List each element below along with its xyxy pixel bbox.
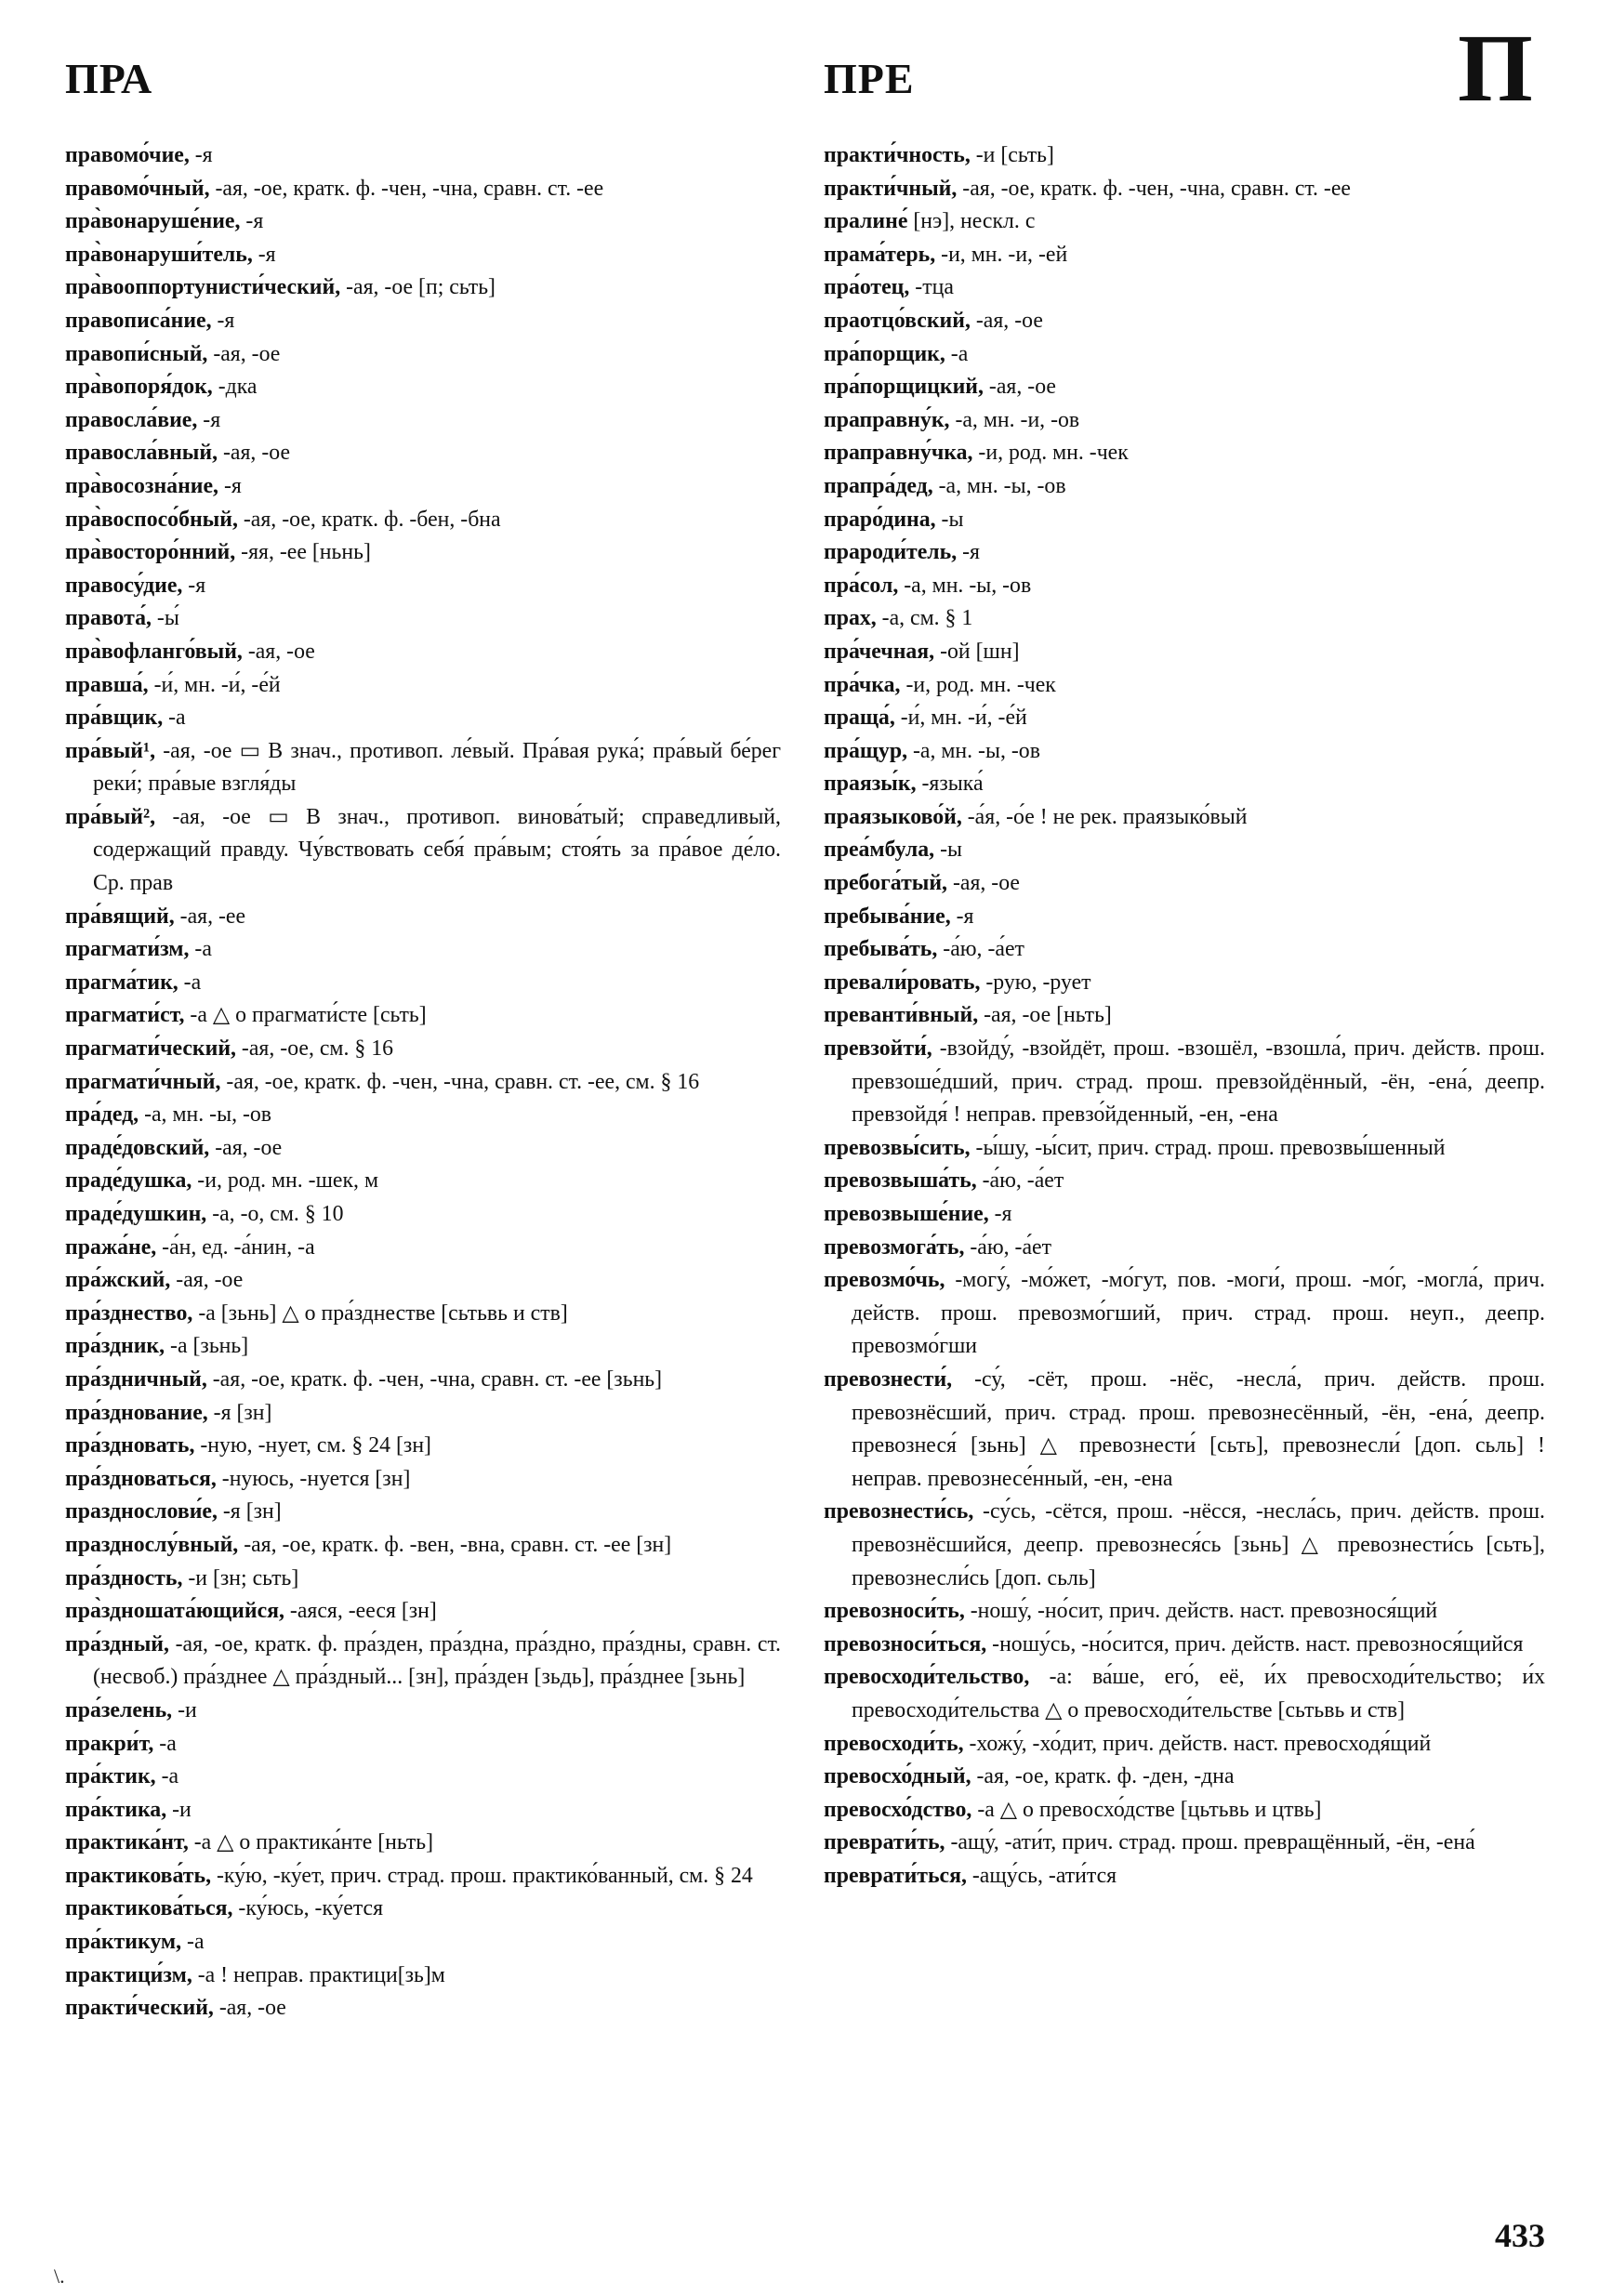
entry-body: -ая, -ое [п; сьть] (340, 275, 496, 300)
entry-body: -и (166, 1797, 192, 1822)
entry-headword: пра́ктикум, (65, 1930, 182, 1955)
entry-body: -ая, -ое (983, 375, 1056, 400)
entry-body: -а (155, 1764, 179, 1789)
dictionary-entry (824, 967, 1545, 1000)
entry-body: -я (252, 242, 276, 267)
right-guide-word: ПРЕ (824, 55, 915, 102)
entry-headword: правосу́дие, (65, 573, 183, 598)
entry-headword: практи́ческий, (65, 1996, 214, 2021)
entry-body: -а ! неправ. практици[зь]м (192, 1962, 445, 1987)
dictionary-entry (824, 338, 1545, 372)
entry-body: -ношу́сь, -но́сится, прич. действ. наст. превознося́щийся (986, 1631, 1524, 1656)
dictionary-entry (65, 338, 781, 372)
entry-headword: пра́здновать, (65, 1433, 195, 1458)
entry-headword: пра́зднование, (65, 1400, 208, 1425)
dictionary-entry (65, 1298, 781, 1331)
entry-body: -а, -о, см. § 10 (206, 1202, 344, 1226)
dictionary-entry (824, 1629, 1545, 1662)
dictionary-entry (824, 636, 1545, 669)
entry-headword: пра́жский, (65, 1268, 171, 1293)
left-guide-word: ПРА (65, 55, 153, 102)
entry-headword: прагмати́ческий, (65, 1036, 236, 1062)
dictionary-entry (824, 834, 1545, 867)
entry-headword: преа́мбула, (824, 838, 935, 863)
entry-headword: преванти́вный, (824, 1003, 979, 1028)
entry-body: -ая, -ое ▭ В знач., противоп. ле́вый. Пра́вая рука́; пра́вый бе́рег реки́; пра́вые взгля́ды (93, 738, 781, 797)
entry-body: -и, род. мн. -чек (972, 441, 1129, 466)
dictionary-entry (824, 504, 1545, 537)
dictionary-entry (65, 933, 781, 967)
entry-body: -а (181, 1930, 205, 1955)
entry-body: -и [сьть] (970, 143, 1054, 167)
entry-headword: практикова́ться, (65, 1896, 233, 1921)
entry-body: -а́ю, -а́ет (964, 1234, 1051, 1260)
dictionary-entry (65, 205, 781, 239)
dictionary-entry (824, 1761, 1545, 1794)
entry-headword: пра́зелень, (65, 1697, 173, 1722)
entry-body: -я (211, 308, 235, 333)
entry-headword: превознести́, (824, 1366, 953, 1392)
entry-body: [нэ], нескл. с (907, 209, 1036, 234)
entry-headword: пра́вый¹, (65, 738, 156, 763)
entry-body: -ая, -ее (174, 904, 246, 929)
entry-headword: праотцо́вский, (824, 308, 971, 333)
dictionary-entry (824, 901, 1545, 934)
entry-body: -ая, -ое, кратк. ф. -чен, -чна, сравн. ст. -ее, см. § 16 (220, 1069, 700, 1094)
entry-headword: пра́ктика, (65, 1797, 167, 1822)
entry-headword: пралине́ (824, 209, 908, 234)
entry-body: -ая, -ое, кратк. ф. -чен, -чна, сравн. ст. -ее (209, 176, 604, 201)
dictionary-entry (824, 1364, 1545, 1496)
entry-headword: пра̀вооппортунисти́ческий, (65, 275, 341, 300)
entry-headword: превозвыша́ть, (824, 1168, 977, 1194)
entry-headword: пра̀вонаруши́тель, (65, 242, 253, 267)
entry-body: -я (957, 540, 981, 565)
entry-body: -рую, -рует (980, 970, 1091, 995)
dictionary-entry (65, 1430, 781, 1463)
entry-headword: пра́здник, (65, 1334, 165, 1359)
entry-body: -а △ о прагмати́сте [сьть] (184, 1003, 427, 1028)
entry-headword: практикова́ть, (65, 1863, 212, 1888)
entry-headword: пра́зднество, (65, 1300, 193, 1326)
entry-body: -и́, мн. -и́, -е́й (894, 706, 1027, 731)
entry-headword: преврати́ть, (824, 1830, 945, 1855)
entry-body: -а, мн. -ы, -ов (932, 473, 1066, 498)
entry-headword: превосходи́ть, (824, 1731, 964, 1756)
dictionary-entry (824, 470, 1545, 504)
entry-headword: превозноси́ть, (824, 1599, 965, 1624)
entry-body: -хожу́, -хо́дит, прич. действ. наст. превосходя́щий (963, 1731, 1432, 1756)
entry-headword: правомо́чие, (65, 143, 190, 167)
dictionary-entry (824, 999, 1545, 1033)
entry-headword: пра́чечная, (824, 639, 935, 664)
entry-body: -языка́ (916, 772, 984, 797)
entry-headword: прапра́дед, (824, 473, 933, 498)
entry-body: -ы (935, 507, 964, 532)
entry-headword: празднослу́вный, (65, 1532, 239, 1557)
entry-body: -могу́, -мо́жет, -мо́гут, пов. -моги́, прош. -мо́г, -могла́, прич. действ. прош. превозмо́гший, прич. страд. прош. неуп., деепр. превозмо́гши (852, 1268, 1545, 1359)
entry-body: -ы́шу, -ы́сит, прич. страд. прош. превозвы́шенный (970, 1135, 1446, 1160)
entry-body: -нуюсь, -нуется [зн] (216, 1466, 411, 1491)
dictionary-entry (824, 933, 1545, 967)
dictionary-entry (65, 669, 781, 703)
dictionary-entry (65, 1364, 781, 1397)
entry-body: -я (988, 1202, 1012, 1226)
entry-headword: превосхо́дный, (824, 1764, 971, 1789)
dictionary-entry (65, 504, 781, 537)
entry-headword: прах, (824, 606, 877, 631)
entry-body: -а́н, ед. -а́нин, -а (156, 1234, 315, 1260)
entry-headword: пра́чка, (824, 672, 901, 697)
entry-body: -и (172, 1697, 197, 1722)
dictionary-entry (65, 602, 781, 636)
entry-headword: практици́зм, (65, 1962, 192, 1987)
entry-body: -а́ю, -а́ет (976, 1168, 1064, 1194)
entry-headword: пра́вящий, (65, 904, 175, 929)
dictionary-entry (65, 371, 781, 404)
entry-body: -я (240, 209, 264, 234)
entry-body: -дка (212, 375, 258, 400)
dictionary-entry (824, 371, 1545, 404)
dictionary-entry (65, 271, 781, 305)
dictionary-entry (65, 1165, 781, 1198)
dictionary-entry (65, 1132, 781, 1166)
entry-headword: прама́терь, (824, 242, 936, 267)
entry-headword: праязы́к, (824, 772, 917, 797)
dictionary-entry (65, 570, 781, 603)
dictionary-entry (65, 536, 781, 570)
entry-body: -ая, -ое (947, 871, 1020, 896)
entry-headword: правосла́вие, (65, 407, 198, 432)
entry-body: -я (197, 407, 221, 432)
entry-body: -и [зн; сьть] (182, 1565, 299, 1590)
entry-body: -ая, -ое, кратк. ф. -бен, -бна (237, 507, 501, 532)
entry-body: -ая, -ое (218, 441, 291, 466)
entry-body: -я (182, 573, 206, 598)
entry-body: -ая, -ое (970, 308, 1043, 333)
dictionary-entry (65, 437, 781, 470)
dictionary-entry (65, 305, 781, 338)
scan-speck: \. (54, 2264, 65, 2288)
entry-headword: правота́, (65, 606, 152, 631)
entry-body: -я [зн] (217, 1499, 282, 1524)
entry-body: -а (945, 341, 969, 366)
entry-body: -а (153, 1731, 177, 1756)
dictionary-entry (65, 1860, 781, 1894)
entry-body: -и, мн. -и, -ей (935, 242, 1068, 267)
entry-body: -ащу́сь, -ати́тся (966, 1863, 1117, 1888)
entry-headword: правша́, (65, 672, 149, 697)
page-number: 433 (1495, 2217, 1545, 2254)
entry-headword: превозмога́ть, (824, 1234, 965, 1260)
entry-headword: пребыва́ние, (824, 904, 951, 929)
dictionary-entry (824, 1595, 1545, 1629)
entry-headword: пра̀здношата́ющийся, (65, 1599, 284, 1624)
entry-headword: практи́чность, (824, 143, 971, 167)
entry-headword: праде́довский, (65, 1135, 210, 1160)
entry-headword: пра̀вопоря́док, (65, 375, 213, 400)
entry-body: -а, см. § 1 (876, 606, 973, 631)
dictionary-entry (824, 437, 1545, 470)
dictionary-entry (65, 1595, 781, 1629)
entry-body: -я [зн] (207, 1400, 272, 1425)
entry-body: -ную, -нует, см. § 24 [зн] (194, 1433, 431, 1458)
entry-headword: пра́порщицкий, (824, 375, 984, 400)
dictionary-entry (65, 404, 781, 438)
dictionary-entry (824, 404, 1545, 438)
dictionary-entry (65, 967, 781, 1000)
dictionary-entry (65, 636, 781, 669)
entry-body: -ку́юсь, -ку́ется (232, 1896, 384, 1921)
dictionary-entry (824, 1132, 1545, 1166)
entry-body: -а́ю, -а́ет (937, 937, 1024, 962)
entry-body: -и, род. мн. -чек (900, 672, 1056, 697)
entry-body: -а (178, 970, 202, 995)
entry-headword: прагмати́зм, (65, 937, 190, 962)
entry-headword: пра́здничный, (65, 1366, 207, 1392)
entry-headword: практи́чный, (824, 176, 958, 201)
dictionary-entry (824, 735, 1545, 769)
dictionary-entry (65, 470, 781, 504)
dictionary-entry (824, 305, 1545, 338)
entry-headword: пра́дед, (65, 1102, 139, 1128)
entry-headword: пра́щур, (824, 738, 908, 763)
entry-headword: прагма́тик, (65, 970, 178, 995)
dictionary-entry (824, 173, 1545, 206)
dictionary-entry (65, 1960, 781, 1993)
entry-headword: прагмати́чный, (65, 1069, 221, 1094)
entry-body: -а, мн. -ы, -ов (907, 738, 1040, 763)
dictionary-entry (65, 1827, 781, 1860)
dictionary-entry (65, 1629, 781, 1695)
entry-body: -ая, -ое (213, 1996, 286, 2021)
entry-body: -ая, -ое (242, 639, 315, 664)
entry-body: -ая, -ое, кратк. ф. пра́зден, пра́здна, пра́здно, пра́здны, сравн. ст. (несвоб.) пра́зднее △ пра́здный... [зн], пра́зден [зьдь], пра́зднее [зьнь] (93, 1631, 781, 1690)
entry-headword: превозвы́сить, (824, 1135, 971, 1160)
entry-headword: пра̀вонаруше́ние, (65, 209, 241, 234)
entry-body: -а, мн. -ы, -ов (139, 1102, 272, 1128)
dictionary-entry (65, 901, 781, 934)
entry-headword: практика́нт, (65, 1830, 189, 1855)
entry-body: -а́я, -о́е ! не рек. праязыко́вый (961, 804, 1248, 829)
dictionary-entry (65, 173, 781, 206)
dictionary-entry (65, 1330, 781, 1364)
entry-body: -ая, -ое, см. § 16 (235, 1036, 394, 1062)
entry-headword: правомо́чный, (65, 176, 210, 201)
entry-body: -я (950, 904, 974, 929)
entry-headword: праправну́к, (824, 407, 950, 432)
entry-body: -а [зьнь] (165, 1334, 249, 1359)
dictionary-entry (824, 205, 1545, 239)
entry-headword: пра́сол, (824, 573, 899, 598)
dictionary-entry (824, 867, 1545, 901)
dictionary-entry (65, 1264, 781, 1298)
entry-headword: пра́здность, (65, 1565, 183, 1590)
dictionary-entry (824, 570, 1545, 603)
entry-body: -ой [шн] (934, 639, 1020, 664)
dictionary-entry (824, 602, 1545, 636)
entry-headword: пра́вщик, (65, 706, 164, 731)
dictionary-entry (65, 1099, 781, 1132)
dictionary-entry (824, 1198, 1545, 1232)
entry-headword: пра́здный, (65, 1631, 169, 1656)
entry-body: -и́, мн. -и́, -е́й (148, 672, 281, 697)
section-letter: П (1458, 15, 1533, 122)
entry-headword: превосхо́дство, (824, 1797, 972, 1822)
entry-body: -а (163, 706, 186, 731)
entry-body: -ая, -ое, кратк. ф. -чен, -чна, сравн. ст. -ее [зьнь] (206, 1366, 663, 1392)
entry-headword: превзойти́, (824, 1036, 932, 1062)
dictionary-entry (824, 1496, 1545, 1595)
dictionary-entry (65, 1893, 781, 1926)
entry-body: -ащу́, -ати́т, прич. страд. прош. превращённый, -ён, -ена́ (945, 1830, 1475, 1855)
entry-headword: праща́, (824, 706, 895, 731)
entry-body: -ая, -ое, кратк. ф. -чен, -чна, сравн. ст. -ее (957, 176, 1351, 201)
entry-headword: праде́душка, (65, 1168, 192, 1194)
dictionary-entry (824, 768, 1545, 801)
dictionary-entry (65, 1198, 781, 1232)
entry-headword: правосла́вный, (65, 441, 218, 466)
entry-headword: пра̀восозна́ние, (65, 473, 218, 498)
dictionary-entry (824, 239, 1545, 272)
dictionary-entry (824, 1165, 1545, 1198)
entry-body: -ы (934, 838, 962, 863)
entry-headword: пра́отец, (824, 275, 910, 300)
entry-body: -взойду́, -взойдёт, прош. -взошёл, -взошла́, прич. действ. прош. превзоше́дший, прич. страд. прош. превзойдённый, -ён, -ена́, деепр. превзойдя́ ! неправ. превзо́йденный, -ен, -ена (852, 1036, 1545, 1128)
dictionary-entry (65, 1992, 781, 2025)
entry-headword: превали́ровать, (824, 970, 981, 995)
entry-headword: превозмо́чь, (824, 1268, 945, 1293)
entry-body: -а, мн. -и, -ов (949, 407, 1080, 432)
left-column (65, 139, 781, 2025)
entry-headword: пра́порщик, (824, 341, 945, 366)
dictionary-entry (65, 239, 781, 272)
dictionary-entry (824, 1860, 1545, 1894)
entry-headword: пра́вый², (65, 804, 156, 829)
entry-headword: превосходи́тельство, (824, 1665, 1030, 1690)
dictionary-entry (65, 702, 781, 735)
entry-body: -а: ва́ше, его́, её, и́х превосходи́тельство; и́х превосходи́тельства △ о превосходи́тельстве [сьтьвь и ств] (852, 1665, 1545, 1722)
dictionary-entry (65, 1529, 781, 1563)
entry-body: -ая, -ое (170, 1268, 244, 1293)
dictionary-entry (65, 1563, 781, 1596)
dictionary-entry (65, 1232, 781, 1265)
dictionary-entry (824, 1033, 1545, 1132)
dictionary-entry (824, 669, 1545, 703)
entry-body: -ы́ (151, 606, 179, 631)
entry-body: -су́, -сёт, прош. -нёс, -несла́, прич. действ. прош. превознёсший, прич. страд. прош. превознесённый, -ён, -ена́, деепр. превознеся́ [зьнь] △ превознести́ [сьть], превознесли́ [доп. сьль] ! неправ. превознесе́нный, -ен, -ена (852, 1366, 1545, 1491)
entry-body: -яя, -ее [ньнь] (235, 540, 371, 565)
entry-headword: превознести́сь, (824, 1499, 974, 1524)
dictionary-entry (65, 1463, 781, 1497)
entry-headword: правопи́сный, (65, 341, 208, 366)
entry-headword: праязыково́й, (824, 804, 962, 829)
entry-body: -а, мн. -ы, -ов (898, 573, 1032, 598)
entry-headword: пра́ктик, (65, 1764, 156, 1789)
entry-headword: пра̀воспосо́бный, (65, 507, 238, 532)
entry-headword: пра́здноваться, (65, 1466, 217, 1491)
entry-headword: пребыва́ть, (824, 937, 938, 962)
entry-body: -ая, -ое, кратк. ф. -ден, -дна (971, 1764, 1235, 1789)
entry-headword: пра̀вофланго́вый, (65, 639, 243, 664)
dictionary-entry (65, 139, 781, 173)
entry-body: -ая, -ое ▭ В знач., противоп. винова́тый; справедливый, содержащий правду. Чу́вствовать себя́ пра́вым; стоя́ть за пра́вое де́ло. Ср. прав (93, 804, 781, 896)
dictionary-entry (824, 1661, 1545, 1727)
entry-body: -тца (909, 275, 954, 300)
entry-body: -а [зьнь] △ о пра́зднестве [сьтьвь и ств] (192, 1300, 568, 1326)
dictionary-entry (824, 139, 1545, 173)
entry-body: -ая, -ое (207, 341, 281, 366)
entry-body: -и, род. мн. -шек, м (192, 1168, 379, 1194)
dictionary-entry (824, 801, 1545, 835)
entry-headword: пра̀восторо́нний, (65, 540, 236, 565)
dictionary-entry (824, 1728, 1545, 1762)
entry-body: -ая, -ое [ньть] (978, 1003, 1112, 1028)
entry-headword: праро́дина, (824, 507, 936, 532)
dictionary-entry (65, 1728, 781, 1762)
dictionary-entry (65, 1397, 781, 1431)
dictionary-entry (824, 271, 1545, 305)
entry-body: -ку́ю, -ку́ет, прич. страд. прош. практико́ванный, см. § 24 (211, 1863, 753, 1888)
entry-headword: превозноси́ться, (824, 1631, 987, 1656)
dictionary-entry (65, 735, 781, 801)
dictionary-entry (65, 1926, 781, 1960)
dictionary-entry (824, 536, 1545, 570)
dictionary-entry (824, 1232, 1545, 1265)
entry-body: -а (189, 937, 212, 962)
dictionary-entry (65, 1066, 781, 1100)
dictionary-entry (824, 702, 1545, 735)
dictionary-entry (65, 999, 781, 1033)
entry-body: -су́сь, -сётся, прош. -нёсся, -несла́сь, прич. действ. прош. превознёсшийся, деепр. превознеся́сь [зьнь] △ превознести́сь [сьть], превознесли́сь [доп. сьль] (852, 1499, 1545, 1590)
dictionary-entry (824, 1264, 1545, 1364)
dictionary-entry (65, 1794, 781, 1828)
entry-body: -я (189, 143, 213, 167)
entry-headword: превозвыше́ние, (824, 1202, 989, 1226)
entry-headword: преврати́ться, (824, 1863, 967, 1888)
entry-body: -ношу́, -но́сит, прич. действ. наст. превознося́щий (964, 1599, 1438, 1624)
dictionary-entry (65, 1695, 781, 1728)
dictionary-entry (824, 1794, 1545, 1828)
entry-headword: пража́не, (65, 1234, 157, 1260)
entry-headword: прагмати́ст, (65, 1003, 185, 1028)
entry-headword: праде́душкин, (65, 1202, 207, 1226)
entry-headword: праправну́чка, (824, 441, 973, 466)
entry-body: -я (218, 473, 242, 498)
entry-headword: празднослови́е, (65, 1499, 218, 1524)
entry-body: -а △ о превосхо́дстве [цьтьвь и цтвь] (971, 1797, 1322, 1822)
entry-body: -ая, -ое (209, 1135, 283, 1160)
entry-body: -аяся, -ееся [зн] (284, 1599, 437, 1624)
entry-headword: прароди́тель, (824, 540, 958, 565)
dictionary-entry (65, 1761, 781, 1794)
dictionary-entry (65, 1033, 781, 1066)
dictionary-entry (65, 801, 781, 901)
entry-body: -а △ о практика́нте [ньть] (188, 1830, 434, 1855)
right-column (824, 139, 1545, 1893)
entry-headword: пребога́тый, (824, 871, 948, 896)
dictionary-entry (65, 1496, 781, 1529)
entry-body: -ая, -ое, кратк. ф. -вен, -вна, сравн. ст. -ее [зн] (238, 1532, 672, 1557)
entry-headword: пракри́т, (65, 1731, 154, 1756)
dictionary-entry (824, 1827, 1545, 1860)
entry-headword: правописа́ние, (65, 308, 212, 333)
